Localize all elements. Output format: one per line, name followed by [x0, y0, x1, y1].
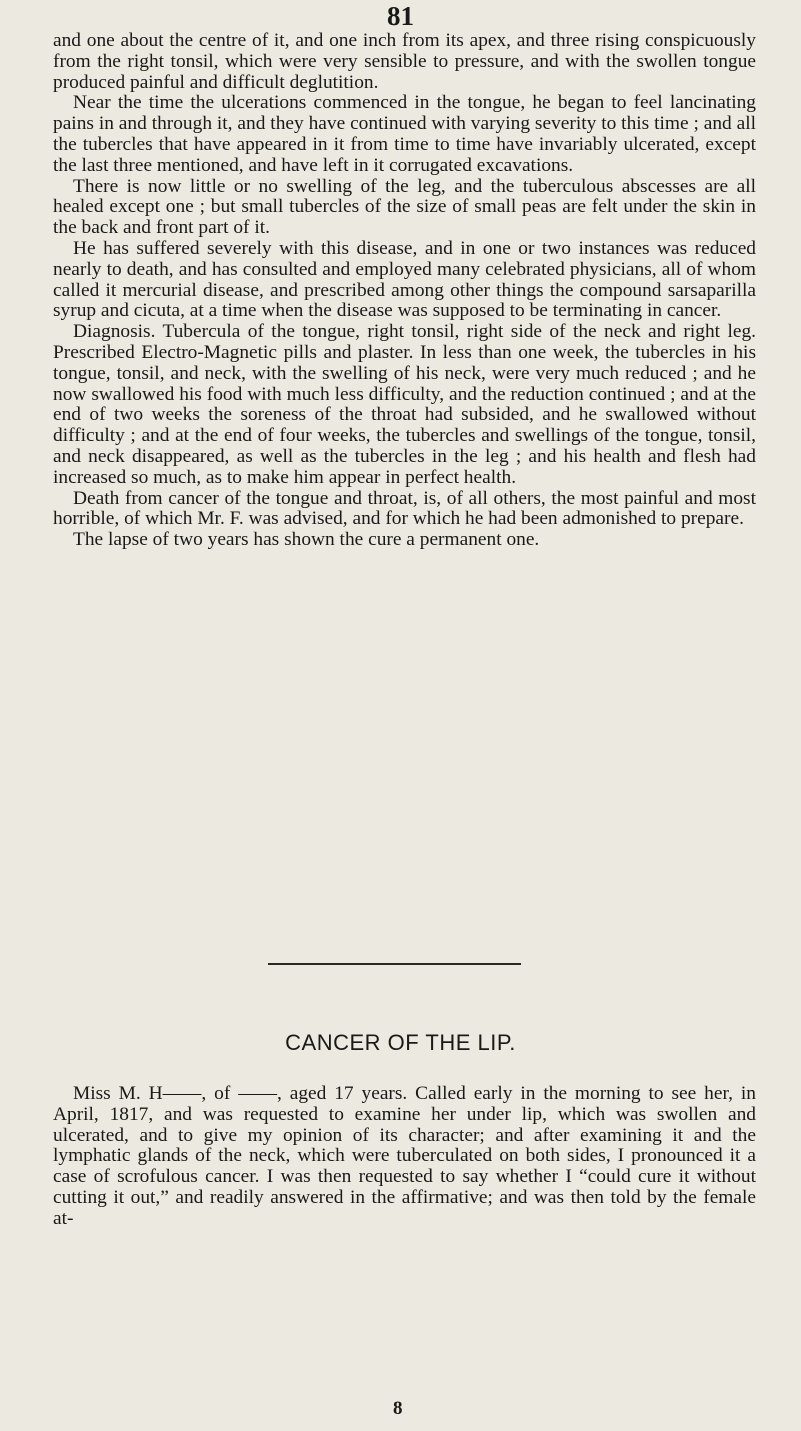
paragraph-ulcerations: Near the time the ulcerations commenced in the tongue, he began to feel lancinating pains in and through it, and they have continued with varying severity to this time ; and all the tubercles that have appeared in it from time to time have invariably ulcerated, except the last three mentioned, and have left in it corrugated excavations.: [53, 92, 756, 176]
paragraph-death-warning: Death from cancer of the tongue and throat, is, of all others, the most painful and most horrible, of which Mr. F. was advised, and for which he had been admonished to prepare.: [53, 487, 756, 530]
page-number: 81: [387, 1, 414, 31]
paragraph-diagnosis: Diagnosis. Tubercula of the tongue, right tonsil, right side of the neck and right leg. Prescribed Electro-Magnetic pills and plaster. In less than one week, the tubercles in his tongue, tonsil, and neck, with the swelling of his neck, were very much reduced ; and he now swallowed his food with much less difficulty, and the reduction continued ; and at the end of two weeks the soreness of the throat had subsided, and he swallowed without difficulty ; and at the end of four weeks, the tubercles and swellings of the tongue, tonsil, and neck disappeared, as well as the tubercles in the leg ; and his health and flesh had increased so much, as to make him appear in perfect health.: [53, 321, 756, 488]
section-divider: [268, 963, 521, 965]
paragraph-outcome: The lapse of two years has shown the cure a permanent one.: [73, 529, 540, 551]
lip-case-block: [53, 1084, 756, 1230]
paragraph-continuation: and one about the centre of it, and one inch from its apex, and three rising conspicuously from the right tonsil, which were very sensible to pressure, and with the swollen tongue produced painful and difficult deglutition.: [53, 30, 756, 93]
paragraph-lip-case: Miss M. H——, of ——, aged 17 years. Called early in the morning to see her, in April, 1817, and was requested to examine her under lip, which was swollen and ulcerated, and to give my opinion of its character; and after examining it and the lymphatic glands of the neck, which were tuberculated on both sides, I pronounced it a case of scrofulous cancer. I was then requested to say whether I “could cure it without cutting it out,” and readily answered in the affirmative; and was then told by the female at-: [53, 1083, 756, 1229]
paragraph-history: He has suffered severely with this disease, and in one or two instances was reduced nearly to death, and has consulted and employed many celebrated physicians, all of whom called it mercurial disease, and prescribed among other things the compound sarsaparilla syrup and cicuta, at a time when the disease was supposed to be terminating in cancer.: [53, 237, 756, 322]
main-text-block: [53, 31, 756, 551]
signature-mark: 8: [393, 1398, 403, 1419]
section-heading: CANCER OF THE LIP.: [285, 1030, 516, 1055]
paragraph-leg-swelling: There is now little or no swelling of the leg, and the tuberculous abscesses are all healed except one ; but small tubercles of the size of small peas are felt under the skin in the back and front part of it.: [53, 175, 756, 239]
